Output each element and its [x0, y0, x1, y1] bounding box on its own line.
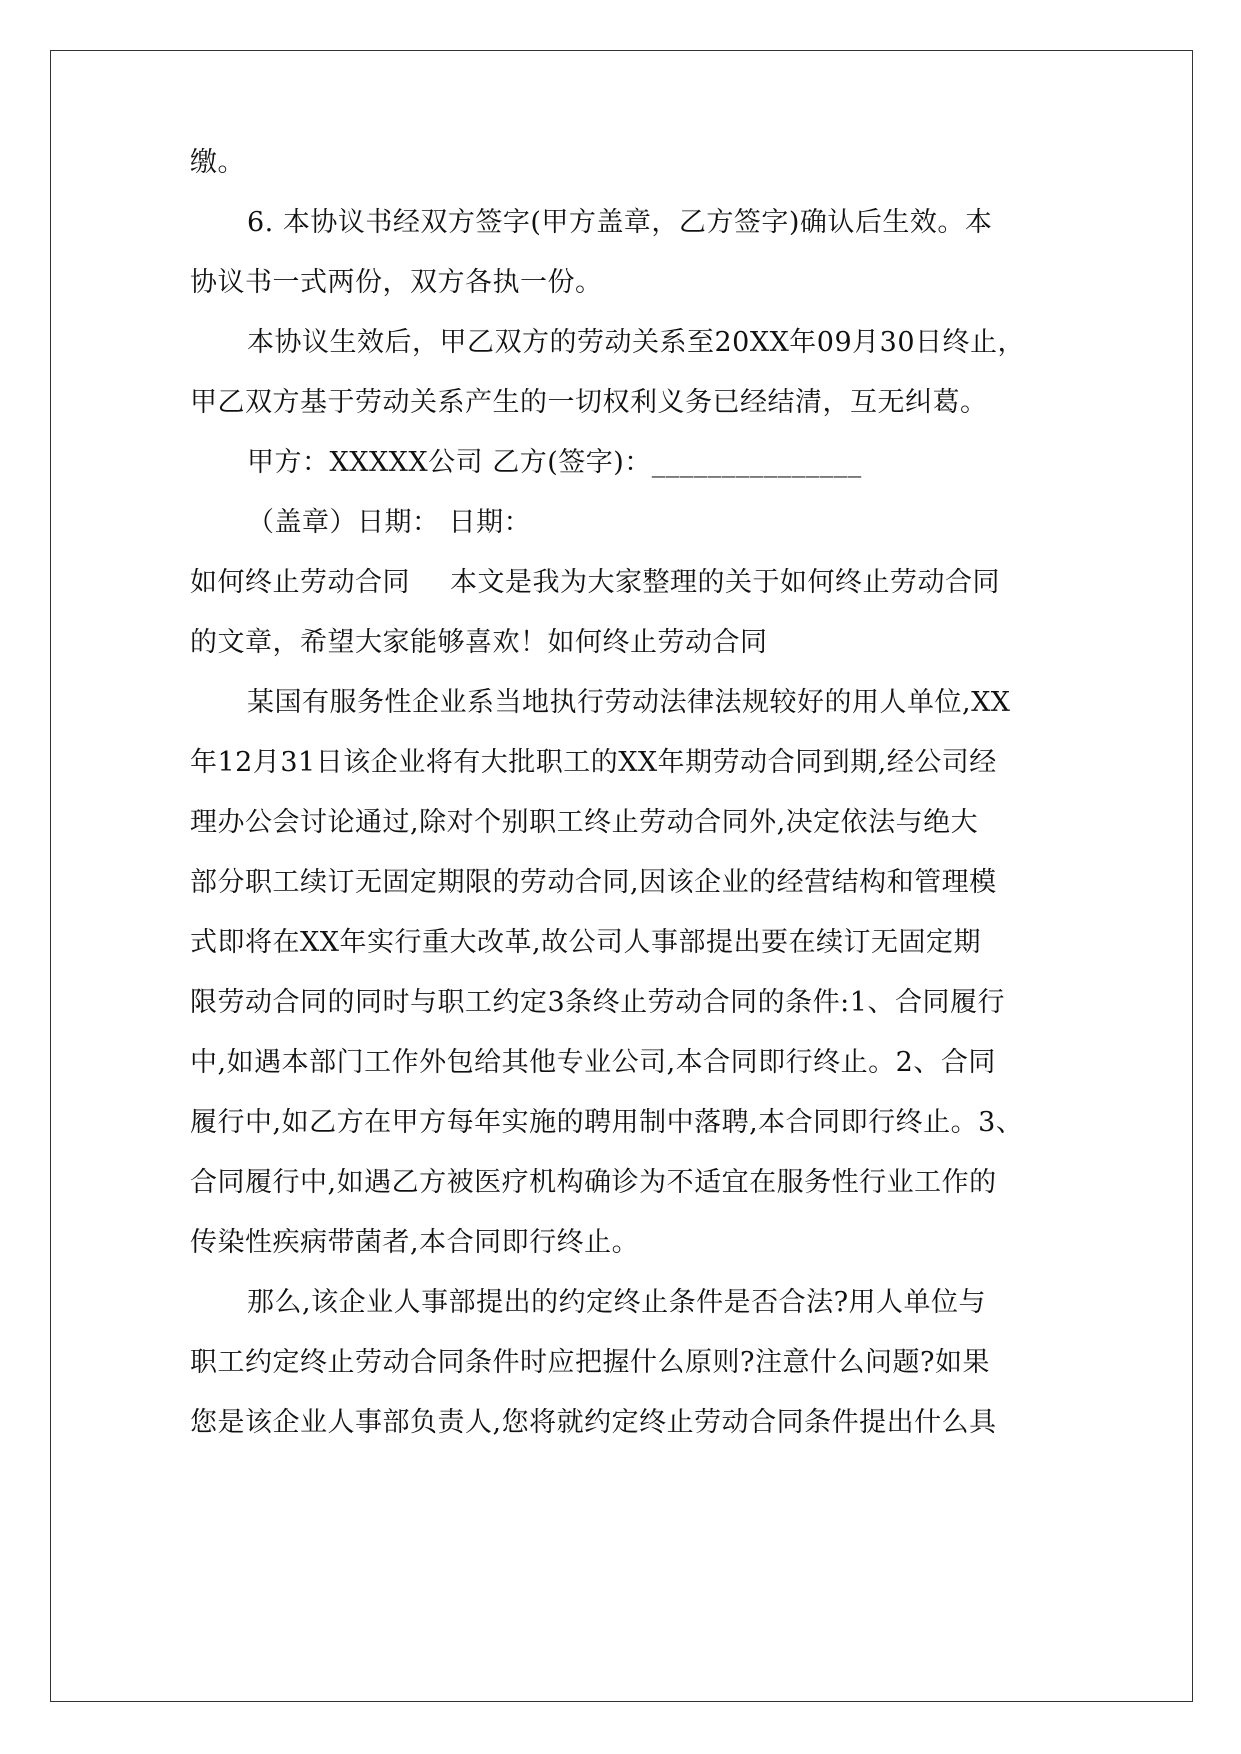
text-line: 您是该企业人事部负责人,您将就约定终止劳动合同条件提出什么具	[190, 1407, 997, 1438]
text-line: 6. 本协议书经双方签字(甲方盖章，乙方签字)确认后生效。本	[247, 207, 993, 238]
text-line: 那么,该企业人事部提出的约定终止条件是否合法?用人单位与	[247, 1287, 987, 1318]
text-line: 本协议生效后，甲乙双方的劳动关系至20XX年09月30日终止，	[247, 327, 1026, 358]
text-line: 合同履行中,如遇乙方被医疗机构确诊为不适宜在服务性行业工作的	[190, 1167, 997, 1198]
article-title: 如何终止劳动合同	[190, 567, 410, 598]
text-line: 理办公会讨论通过,除对个别职工终止劳动合同外,决定依法与绝大	[190, 807, 979, 838]
text-line: 式即将在XX年实行重大改革,故公司人事部提出要在续订无固定期	[190, 927, 982, 958]
signature-line: 甲方：XXXXX公司 乙方(签字)：_______________	[247, 447, 862, 478]
text-line: 缴。	[190, 147, 245, 178]
text-line: 甲乙双方基于劳动关系产生的一切权利义务已经结清，互无纠葛。	[190, 387, 988, 418]
text-line: 协议书一式两份，双方各执一份。	[190, 267, 603, 298]
text-line: 履行中,如乙方在甲方每年实施的聘用制中落聘,本合同即行终止。3、	[190, 1107, 1024, 1138]
text-line: 某国有服务性企业系当地执行劳动法律法规较好的用人单位,XX	[247, 687, 1011, 718]
text-line: 年12月31日该企业将有大批职工的XX年期劳动合同到期,经公司经	[190, 747, 997, 778]
text-line: 传染性疾病带菌者,本合同即行终止。	[190, 1227, 640, 1258]
text-line: 限劳动合同的同时与职工约定3条终止劳动合同的条件:1、合同履行	[190, 987, 1005, 1018]
stamp-date-line: （盖章）日期： 日期：	[247, 507, 532, 538]
text-line: 部分职工续订无固定期限的劳动合同,因该企业的经营结构和管理模	[190, 867, 997, 898]
article-title-line	[190, 565, 1000, 601]
text-line: 的文章，希望大家能够喜欢！如何终止劳动合同	[190, 627, 768, 658]
text-line: 中,如遇本部门工作外包给其他专业公司,本合同即行终止。2、合同	[190, 1047, 996, 1078]
article-intro: 本文是我为大家整理的关于如何终止劳动合同	[450, 567, 1000, 598]
text-line: 职工约定终止劳动合同条件时应把握什么原则?注意什么问题?如果	[190, 1347, 990, 1378]
